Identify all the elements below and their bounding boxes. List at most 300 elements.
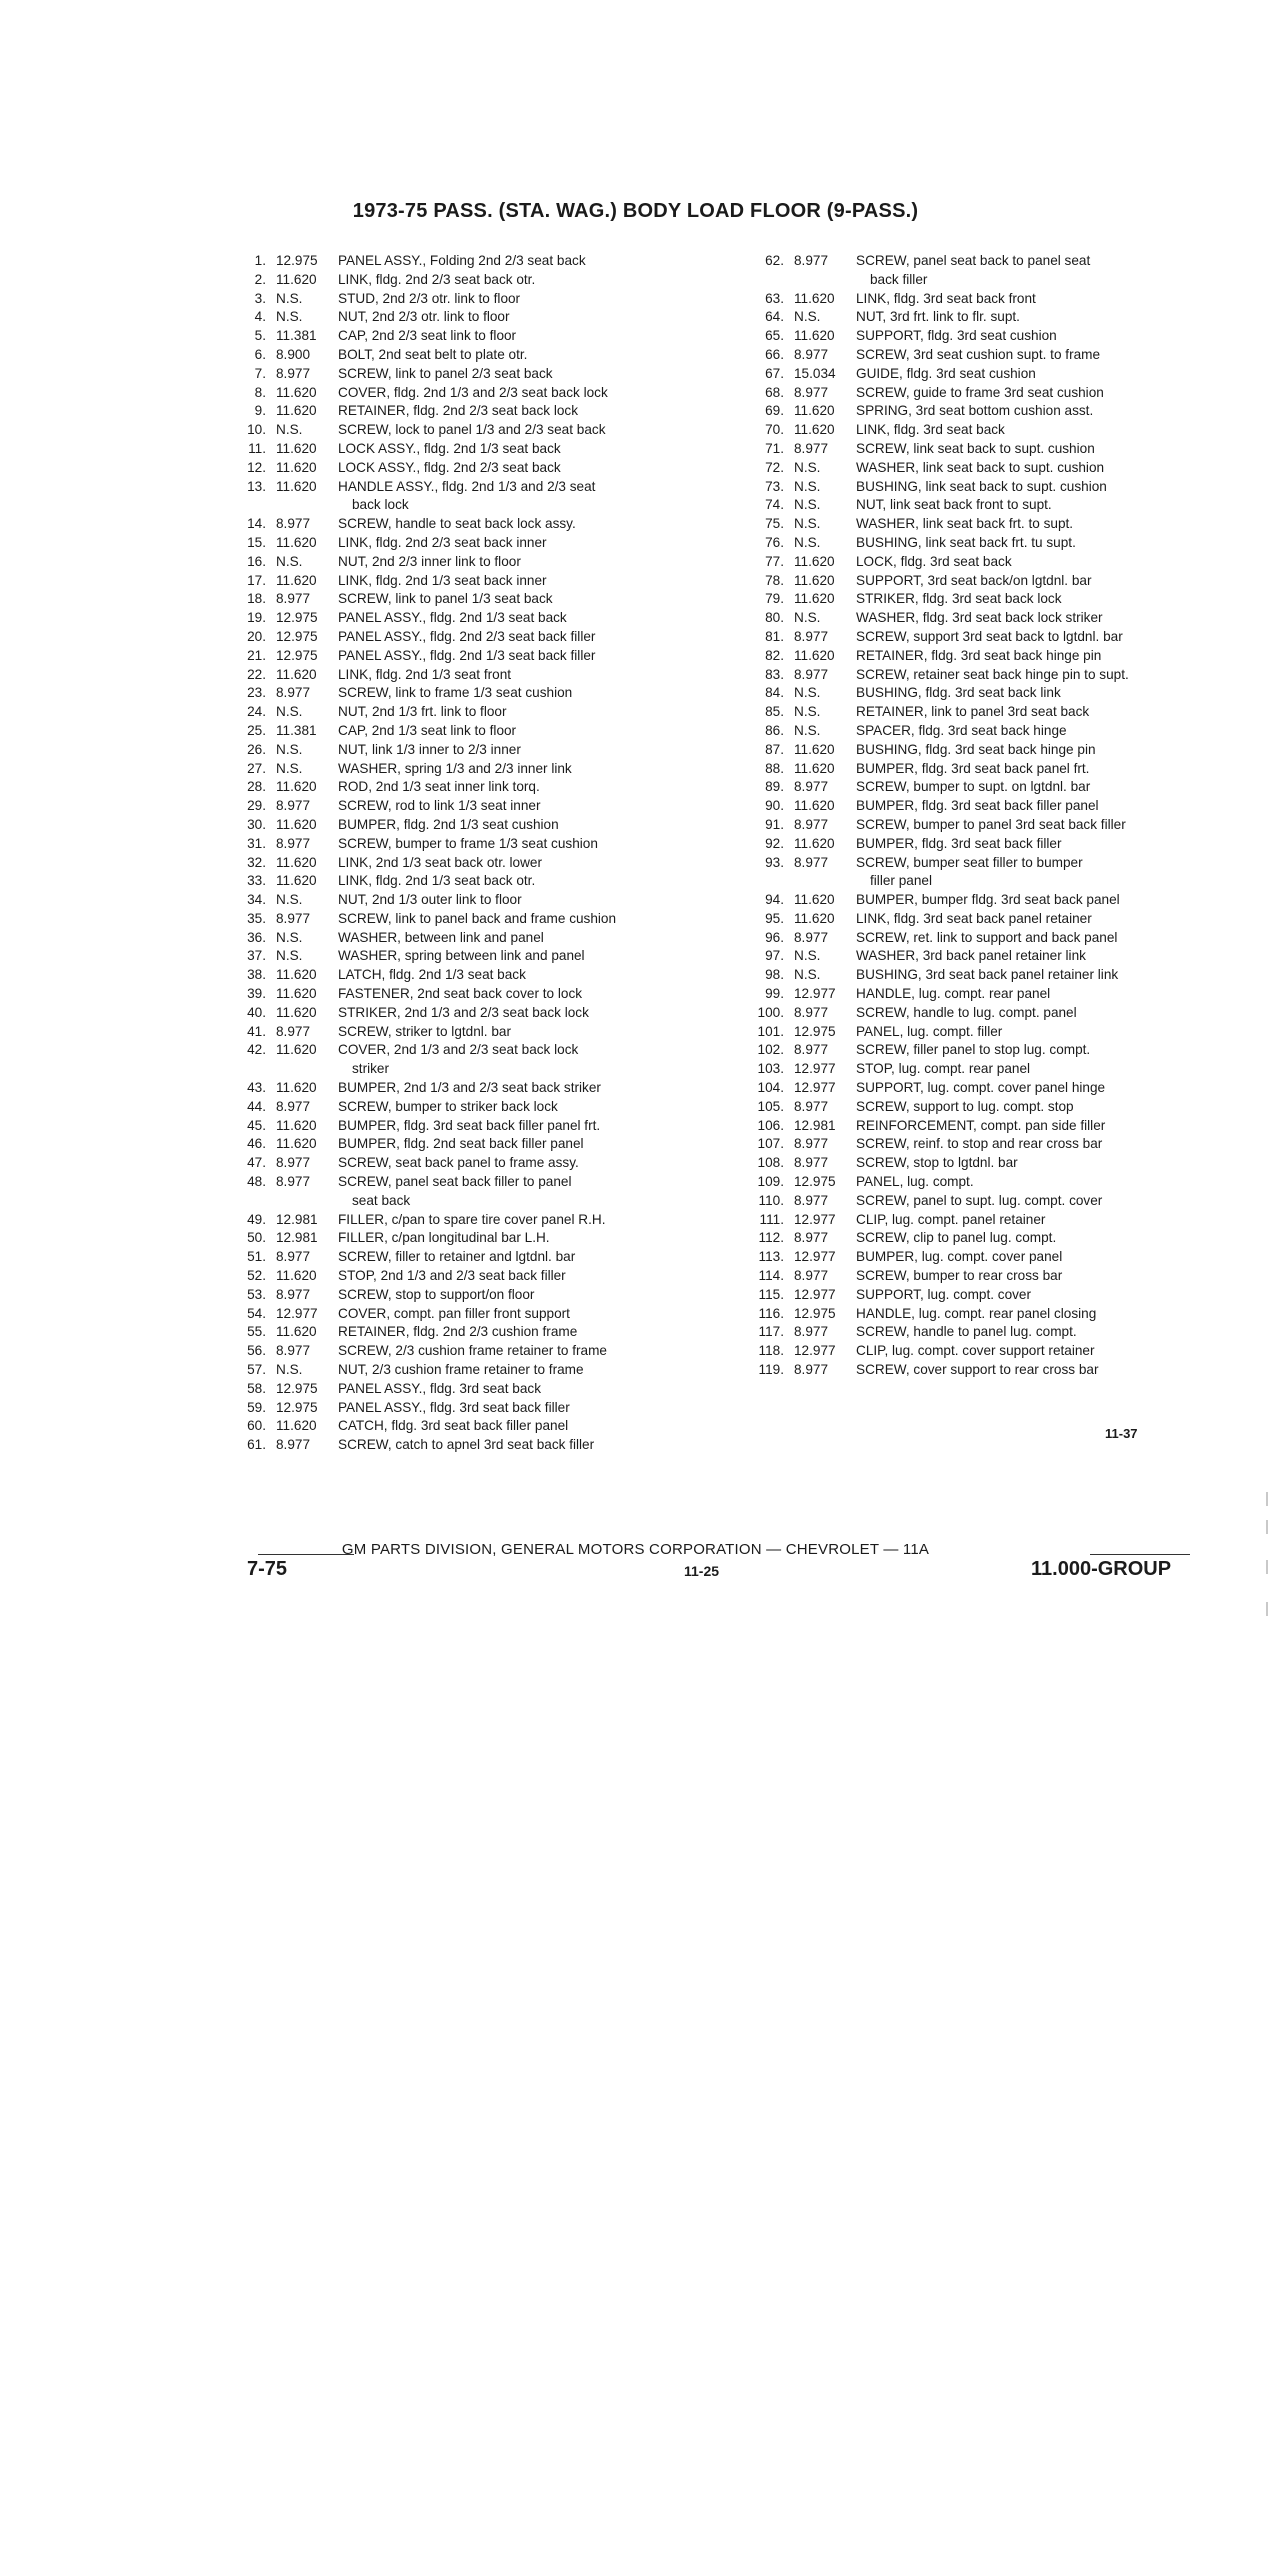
part-description-text: REINFORCEMENT, compt. pan side filler: [856, 1117, 1106, 1133]
part-description-text: SCREW, seat back panel to frame assy.: [338, 1155, 579, 1171]
part-description-text: SCREW, panel to supt. lug. compt. cover: [856, 1192, 1103, 1208]
part-description-text: NUT, 2nd 1/3 frt. link to floor: [338, 704, 507, 720]
scan-artifact: [1266, 1520, 1268, 1534]
group-code: 11.620: [794, 835, 835, 851]
part-description: [334, 308, 736, 327]
part-number: 64.: [765, 309, 784, 325]
group-code: 8.977: [794, 384, 829, 400]
part-description: [334, 271, 736, 290]
part-number: 41.: [247, 1023, 266, 1039]
part-description: [334, 1361, 736, 1380]
part-description: [852, 346, 1254, 365]
part-number: 98.: [765, 967, 784, 983]
part-description: [852, 1173, 1254, 1192]
group-code: 11.620: [276, 986, 317, 1002]
part-description: [852, 1023, 1254, 1042]
group-code: N.S.: [276, 892, 303, 908]
part-number: 3.: [254, 290, 266, 306]
part-number: 111.: [759, 1211, 784, 1227]
part-number: 113.: [758, 1249, 784, 1265]
part-row: [236, 252, 736, 271]
part-description-text: SCREW, clip to panel lug. compt.: [856, 1230, 1057, 1246]
group-code: 8.977: [794, 816, 829, 832]
part-number: 54.: [247, 1305, 266, 1321]
group-code: 12.977: [794, 1080, 836, 1096]
part-number: 99.: [765, 986, 784, 1002]
part-number: 48.: [247, 1174, 266, 1190]
part-description: [334, 609, 736, 628]
group-code: 11.620: [794, 591, 835, 607]
part-description: [852, 741, 1254, 760]
part-description: [852, 778, 1254, 797]
part-number: 30.: [247, 816, 266, 832]
part-row: [236, 966, 736, 985]
part-description-text: STRIKER, fldg. 3rd seat back lock: [856, 591, 1062, 607]
part-description: [852, 440, 1254, 459]
part-description: [334, 985, 736, 1004]
part-description-text: BUMPER, fldg. 2nd 1/3 seat cushion: [338, 816, 559, 832]
part-description: [852, 290, 1254, 309]
group-code: N.S.: [794, 459, 821, 475]
part-number: 57.: [247, 1362, 266, 1378]
group-code: 11.620: [276, 1418, 317, 1434]
part-number: 79.: [765, 591, 784, 607]
part-description-text: WASHER, link seat back to supt. cushion: [856, 459, 1105, 475]
part-description-text: SCREW, bumper to striker back lock: [338, 1098, 558, 1114]
part-description: [334, 1041, 736, 1079]
part-number: 65.: [765, 328, 784, 344]
part-number: 88.: [765, 760, 784, 776]
part-description: [334, 1117, 736, 1136]
part-row: [754, 703, 1254, 722]
part-number: 70.: [765, 422, 784, 438]
part-description: [852, 1060, 1254, 1079]
group-code: 11.620: [794, 328, 835, 344]
part-row: [754, 628, 1254, 647]
part-description: [334, 327, 736, 346]
group-code: 15.034: [794, 365, 836, 381]
part-description-text: SCREW, filler panel to stop lug. compt.: [856, 1042, 1091, 1058]
parts-list-right-column: [754, 252, 1254, 1380]
group-code: 11.620: [794, 647, 835, 663]
part-description-text: SCREW, 2/3 cushion frame retainer to frame: [338, 1343, 607, 1359]
part-description: [334, 1135, 736, 1154]
part-description-text: WASHER, spring 1/3 and 2/3 inner link: [338, 760, 572, 776]
part-number: 4.: [254, 309, 266, 325]
group-code: 11.381: [276, 328, 317, 344]
part-description-text: SCREW, rod to link 1/3 seat inner: [338, 798, 541, 814]
part-number: 14.: [247, 516, 266, 532]
part-description: [852, 496, 1254, 515]
part-row: [754, 553, 1254, 572]
part-number: 5.: [254, 328, 266, 344]
part-description: [852, 402, 1254, 421]
part-row: [236, 872, 736, 891]
part-description: [852, 308, 1254, 327]
part-number: 89.: [765, 779, 784, 795]
part-row: [754, 590, 1254, 609]
part-row: [236, 1098, 736, 1117]
part-number: 29.: [247, 798, 266, 814]
part-row: [754, 1135, 1254, 1154]
part-number: 80.: [765, 610, 784, 626]
part-description-text: SUPPORT, 3rd seat back/on lgtdnl. bar: [856, 572, 1092, 588]
part-row: [754, 1173, 1254, 1192]
part-description: [852, 647, 1254, 666]
part-description-text: SPRING, 3rd seat bottom cushion asst.: [856, 403, 1094, 419]
part-description-text: SUPPORT, lug. compt. cover: [856, 1286, 1032, 1302]
part-description-text: LOCK, fldg. 3rd seat back: [856, 553, 1012, 569]
group-code: 12.977: [794, 986, 836, 1002]
part-description-text: CAP, 2nd 1/3 seat link to floor: [338, 722, 517, 738]
group-code: N.S.: [794, 309, 821, 325]
part-description: [334, 1342, 736, 1361]
group-code: 11.620: [794, 892, 835, 908]
part-description: [852, 1117, 1254, 1136]
part-row: [754, 290, 1254, 309]
part-description-text: ROD, 2nd 1/3 seat inner link torq.: [338, 779, 540, 795]
part-description-text: SCREW, bumper to supt. on lgtdnl. bar: [856, 779, 1091, 795]
part-description: [334, 1079, 736, 1098]
part-description-text: BUMPER, fldg. 3rd seat back filler panel frt.: [338, 1117, 601, 1133]
group-code: 11.620: [276, 816, 317, 832]
group-code: 12.981: [276, 1211, 318, 1227]
part-number: 97.: [765, 948, 784, 964]
part-number: 115.: [758, 1286, 784, 1302]
part-row: [236, 1023, 736, 1042]
part-row: [754, 1192, 1254, 1211]
group-code: 11.620: [276, 534, 317, 550]
part-row: [754, 760, 1254, 779]
part-description-text: RETAINER, fldg. 3rd seat back hinge pin: [856, 647, 1102, 663]
group-number: 11.000-GROUP: [1031, 1558, 1172, 1580]
part-row: [236, 1041, 736, 1079]
part-row: [236, 1135, 736, 1154]
part-description-text: BUMPER, bumper fldg. 3rd seat back panel: [856, 892, 1120, 908]
part-row: [754, 402, 1254, 421]
part-description: [334, 1248, 736, 1267]
group-code: 12.975: [794, 1305, 836, 1321]
group-code: 12.975: [276, 1399, 318, 1415]
part-description-text: FILLER, c/pan longitudinal bar L.H.: [338, 1230, 550, 1246]
part-description-text: CAP, 2nd 2/3 seat link to floor: [338, 328, 517, 344]
part-description: [334, 1173, 736, 1211]
group-code: 11.620: [794, 572, 835, 588]
part-description: [334, 1399, 736, 1418]
part-description-text: SCREW, panel seat back filler to panel: [338, 1174, 572, 1190]
part-description: [852, 1192, 1254, 1211]
part-number: 109.: [757, 1174, 784, 1190]
part-row: [236, 1154, 736, 1173]
part-number: 16.: [247, 553, 266, 569]
part-description-text: SCREW, support to lug. compt. stop: [856, 1098, 1074, 1114]
part-description: [334, 459, 736, 478]
part-number: 108.: [757, 1155, 784, 1171]
part-description: [852, 553, 1254, 572]
part-row: [236, 760, 736, 779]
part-number: 8.: [254, 384, 266, 400]
part-row: [754, 741, 1254, 760]
part-description: [852, 365, 1254, 384]
part-description-text: NUT, 2nd 2/3 otr. link to floor: [338, 309, 510, 325]
part-row: [236, 891, 736, 910]
part-row: [754, 496, 1254, 515]
group-code: 11.620: [794, 910, 835, 926]
part-number: 73.: [765, 478, 784, 494]
part-number: 55.: [247, 1324, 266, 1340]
part-description-text: BUMPER, fldg. 3rd seat back panel frt.: [856, 760, 1090, 776]
scan-artifact: [1266, 1602, 1268, 1616]
part-description-text: COVER, fldg. 2nd 1/3 and 2/3 seat back lock: [338, 384, 608, 400]
part-description-text: BUMPER, lug. compt. cover panel: [856, 1249, 1063, 1265]
part-number: 17.: [247, 572, 266, 588]
part-number: 2.: [254, 271, 266, 287]
part-description: [852, 684, 1254, 703]
part-description-text: BUMPER, fldg. 3rd seat back filler panel: [856, 798, 1099, 814]
group-code: N.S.: [276, 948, 303, 964]
part-description-text: PANEL ASSY., fldg. 2nd 1/3 seat back filler: [338, 647, 596, 663]
part-description: [852, 1229, 1254, 1248]
part-description-text: PANEL ASSY., fldg. 2nd 1/3 seat back: [338, 610, 567, 626]
part-row: [754, 647, 1254, 666]
part-description: [852, 722, 1254, 741]
part-description: [334, 1417, 736, 1436]
part-description: [852, 891, 1254, 910]
part-number: 11.: [248, 440, 266, 456]
group-code: N.S.: [276, 704, 303, 720]
part-description-text: SCREW, link seat back to supt. cushion: [856, 440, 1095, 456]
part-number: 35.: [247, 910, 266, 926]
part-description-text: LINK, fldg. 3rd seat back front: [856, 290, 1036, 306]
group-code: 8.977: [276, 1286, 311, 1302]
part-description-text: STUD, 2nd 2/3 otr. link to floor: [338, 290, 521, 306]
page-reference: 11-37: [1105, 1426, 1138, 1441]
part-row: [236, 985, 736, 1004]
part-number: 22.: [247, 666, 266, 682]
part-number: 18.: [247, 591, 266, 607]
part-description-text: SCREW, filler to retainer and lgtdnl. bar: [338, 1249, 576, 1265]
part-row: [754, 1117, 1254, 1136]
part-description-continuation: back lock: [352, 497, 409, 513]
part-row: [754, 346, 1254, 365]
part-description: [334, 402, 736, 421]
part-number: 50.: [247, 1230, 266, 1246]
part-description-text: CLIP, lug. compt. cover support retainer: [856, 1343, 1095, 1359]
part-number: 9.: [254, 403, 266, 419]
part-description: [334, 778, 736, 797]
part-number: 105.: [757, 1098, 784, 1114]
part-number: 27.: [247, 760, 266, 776]
group-code: 8.977: [276, 1437, 311, 1453]
part-description: [852, 1079, 1254, 1098]
group-code: N.S.: [794, 534, 821, 550]
part-description-text: SUPPORT, fldg. 3rd seat cushion: [856, 328, 1057, 344]
part-description-text: WASHER, fldg. 3rd seat back lock striker: [856, 610, 1103, 626]
group-code: 8.977: [276, 1098, 311, 1114]
part-description-text: BUSHING, fldg. 3rd seat back hinge pin: [856, 741, 1096, 757]
part-description-text: SCREW, stop to support/on floor: [338, 1286, 535, 1302]
part-number: 81.: [765, 628, 784, 644]
part-row: [236, 459, 736, 478]
part-description-text: PANEL ASSY., fldg. 3rd seat back: [338, 1380, 542, 1396]
group-code: N.S.: [794, 516, 821, 532]
part-row: [754, 609, 1254, 628]
group-code: 11.620: [276, 271, 317, 287]
group-code: N.S.: [794, 722, 821, 738]
part-description: [852, 760, 1254, 779]
part-row: [754, 778, 1254, 797]
part-description-text: NUT, 2nd 1/3 outer link to floor: [338, 892, 522, 908]
part-description: [852, 797, 1254, 816]
part-row: [236, 553, 736, 572]
part-description: [334, 1286, 736, 1305]
part-description-text: COVER, 2nd 1/3 and 2/3 seat back lock: [338, 1042, 579, 1058]
part-number: 69.: [765, 403, 784, 419]
part-number: 86.: [765, 722, 784, 738]
part-number: 119.: [758, 1362, 784, 1378]
part-description-text: SCREW, lock to panel 1/3 and 2/3 seat back: [338, 422, 606, 438]
part-number: 63.: [765, 290, 784, 306]
part-description: [852, 1267, 1254, 1286]
part-description-text: LINK, fldg. 3rd seat back: [856, 422, 1005, 438]
part-description: [852, 252, 1254, 290]
part-row: [754, 365, 1254, 384]
group-code: 8.977: [794, 1098, 829, 1114]
group-code: 11.381: [276, 722, 317, 738]
part-row: [236, 722, 736, 741]
part-row: [754, 421, 1254, 440]
part-number: 118.: [758, 1343, 784, 1359]
part-number: 53.: [247, 1286, 266, 1302]
part-row: [236, 609, 736, 628]
part-row: [754, 835, 1254, 854]
part-description: [334, 722, 736, 741]
scan-artifact: [1266, 1560, 1268, 1574]
part-number: 46.: [247, 1136, 266, 1152]
part-description: [852, 985, 1254, 1004]
page-title: 1973-75 PASS. (STA. WAG.) BODY LOAD FLOOR (9-PASS.): [352, 200, 919, 222]
part-row: [236, 666, 736, 685]
part-row: [754, 666, 1254, 685]
group-code: 11.620: [276, 459, 317, 475]
group-code: 8.977: [794, 1136, 829, 1152]
part-description-text: SPACER, fldg. 3rd seat back hinge: [856, 722, 1067, 738]
group-code: 12.975: [276, 628, 318, 644]
group-code: 12.977: [794, 1343, 836, 1359]
group-code: 11.620: [276, 572, 317, 588]
part-number: 91.: [765, 816, 784, 832]
part-description-text: BUMPER, fldg. 3rd seat back filler: [856, 835, 1062, 851]
part-number: 45.: [247, 1117, 266, 1133]
part-description: [334, 1323, 736, 1342]
part-number: 60.: [247, 1418, 266, 1434]
part-row: [754, 1060, 1254, 1079]
part-description: [334, 666, 736, 685]
part-description: [852, 910, 1254, 929]
part-number: 112.: [758, 1230, 784, 1246]
part-row: [236, 1399, 736, 1418]
part-description-text: SCREW, stop to lgtdnl. bar: [856, 1155, 1018, 1171]
part-row: [236, 797, 736, 816]
group-code: 12.975: [794, 1174, 836, 1190]
part-description-text: SCREW, handle to panel lug. compt.: [856, 1324, 1077, 1340]
group-code: 11.620: [276, 478, 317, 494]
part-description: [852, 421, 1254, 440]
part-description: [334, 947, 736, 966]
part-description: [852, 1154, 1254, 1173]
part-row: [236, 1286, 736, 1305]
part-description: [334, 384, 736, 403]
group-code: 11.620: [794, 741, 835, 757]
part-row: [236, 910, 736, 929]
part-number: 75.: [765, 516, 784, 532]
part-description: [334, 1023, 736, 1042]
part-row: [236, 440, 736, 459]
group-code: 8.977: [794, 1230, 829, 1246]
group-code: 8.977: [794, 1324, 829, 1340]
part-row: [236, 1323, 736, 1342]
part-row: [754, 1267, 1254, 1286]
part-row: [236, 515, 736, 534]
part-number: 32.: [247, 854, 266, 870]
part-description-text: RETAINER, fldg. 2nd 2/3 seat back lock: [338, 403, 579, 419]
part-number: 49.: [247, 1211, 266, 1227]
group-code: 12.977: [794, 1061, 836, 1077]
part-number: 51.: [247, 1249, 266, 1265]
group-code: N.S.: [794, 685, 821, 701]
part-row: [236, 1229, 736, 1248]
group-code: 8.977: [794, 1362, 829, 1378]
part-number: 106.: [757, 1117, 784, 1133]
part-number: 42.: [247, 1042, 266, 1058]
part-description: [334, 854, 736, 873]
part-description: [334, 628, 736, 647]
part-description: [334, 1229, 736, 1248]
part-description: [852, 1248, 1254, 1267]
part-number: 26.: [247, 741, 266, 757]
part-number: 58.: [247, 1380, 266, 1396]
part-description-text: SCREW, support 3rd seat back to lgtdnl. bar: [856, 628, 1123, 644]
group-code: 8.977: [794, 1004, 829, 1020]
part-row: [236, 929, 736, 948]
part-row: [754, 891, 1254, 910]
part-description: [852, 1098, 1254, 1117]
part-description: [852, 703, 1254, 722]
group-code: 8.977: [276, 591, 311, 607]
footer-publisher: GM PARTS DIVISION, GENERAL MOTORS CORPORATION — CHEVROLET — 11A: [341, 1541, 930, 1558]
part-description: [334, 684, 736, 703]
group-code: 11.620: [276, 666, 317, 682]
part-number: 77.: [765, 553, 784, 569]
part-row: [754, 534, 1254, 553]
part-description-text: HANDLE, lug. compt. rear panel: [856, 986, 1051, 1002]
part-description-text: BOLT, 2nd seat belt to plate otr.: [338, 346, 528, 362]
part-description: [852, 1135, 1254, 1154]
part-row: [236, 835, 736, 854]
group-code: 12.975: [276, 253, 318, 268]
group-code: N.S.: [276, 422, 303, 438]
part-description-text: RETAINER, fldg. 2nd 2/3 cushion frame: [338, 1324, 578, 1340]
part-description: [334, 1154, 736, 1173]
part-description-text: SCREW, panel seat back to panel seat: [856, 253, 1091, 268]
part-description-continuation: filler panel: [870, 873, 932, 889]
parts-list-left-column: [236, 252, 736, 1455]
group-code: 12.975: [276, 647, 318, 663]
part-description-text: WASHER, 3rd back panel retainer link: [856, 948, 1086, 964]
part-description-text: LINK, fldg. 2nd 1/3 seat front: [338, 666, 512, 682]
part-description-text: SCREW, handle to seat back lock assy.: [338, 516, 576, 532]
part-description-text: NUT, link seat back front to supt.: [856, 497, 1052, 513]
